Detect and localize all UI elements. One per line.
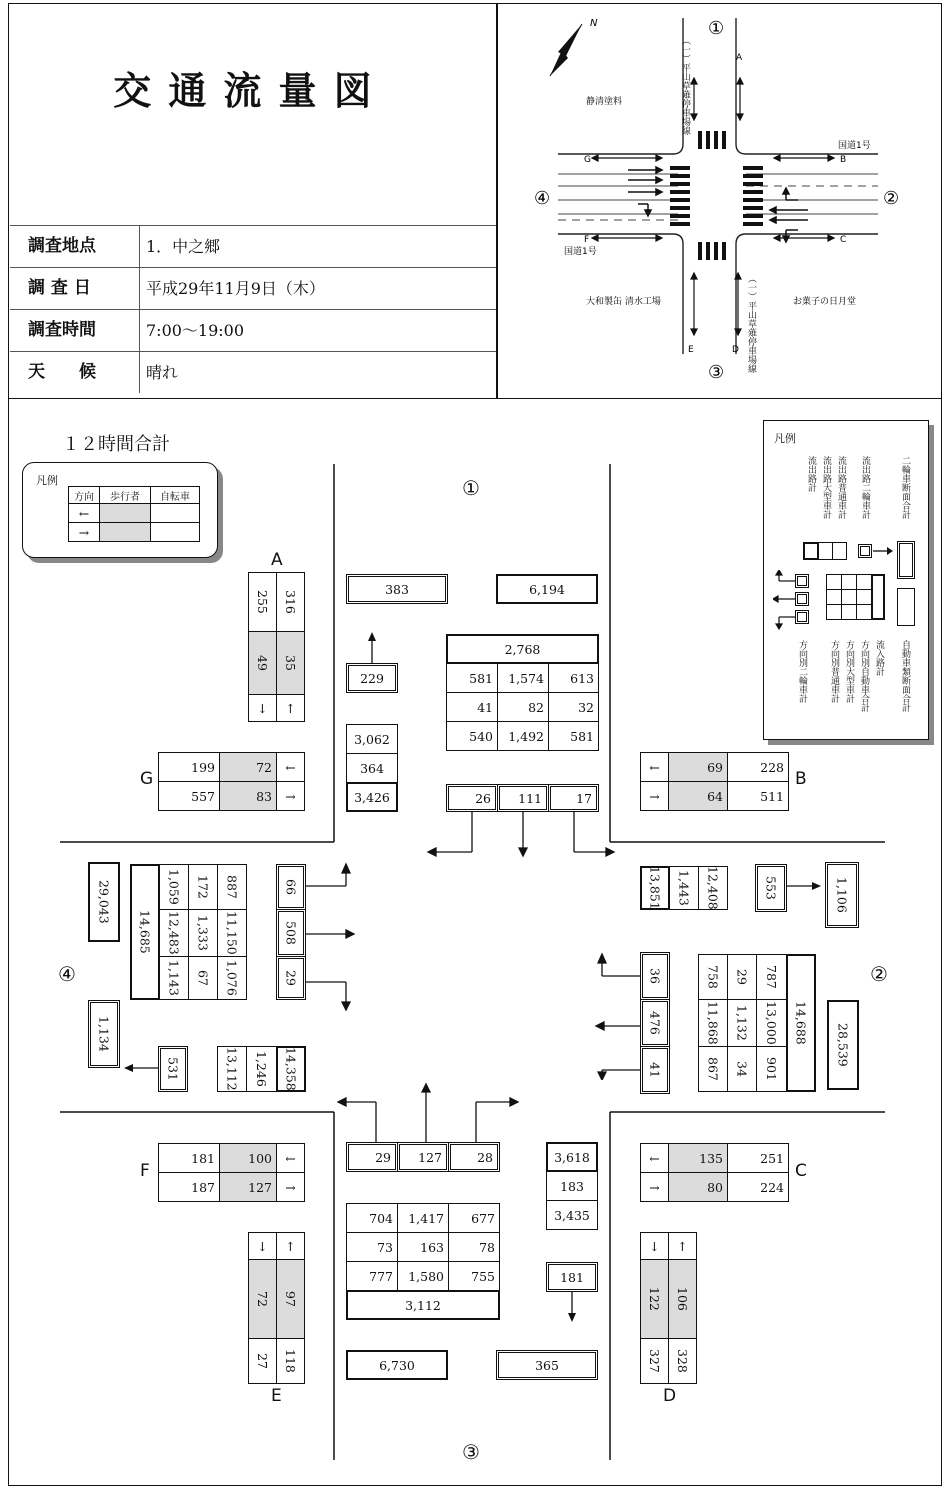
west-dir-total-1: 1,059: [159, 864, 189, 910]
west-out-moto: 531: [158, 1046, 188, 1092]
approach-1-marker: ①: [462, 476, 480, 500]
date-label: 調 査 日: [10, 268, 140, 309]
south-dir-moto-3: 28: [448, 1142, 500, 1172]
crosswalk-G-arrow-left: ←: [276, 752, 305, 782]
crosswalk-C-label: C: [795, 1161, 807, 1181]
north-out-total: 3,426: [346, 782, 398, 812]
east-dir-normal-2: 13,000: [756, 999, 787, 1047]
west-out-normal: 13,112: [217, 1046, 247, 1092]
legend-small-bike-cell-1: [150, 503, 200, 523]
map-road-ns-south: （一）平山草薙停車場線: [746, 274, 756, 373]
crosswalk-C-arrow-left: ←: [640, 1143, 669, 1173]
time-value: 7:00〜19:00: [146, 321, 245, 340]
map-ped-F: F: [584, 235, 590, 245]
crosswalk-C-arrow-right: →: [640, 1172, 669, 1202]
crosswalk-A-ped-up: 35: [276, 631, 305, 695]
east-out-normal: 12,408: [698, 866, 728, 910]
crosswalk-A-ped-down: 49: [248, 631, 277, 695]
south-dir-total-1: 704: [346, 1203, 398, 1233]
north-moto-cross: 383: [346, 574, 448, 604]
north-dir-moto-1: 26: [446, 784, 498, 812]
legend-small-col-ped: 歩行者: [99, 486, 151, 504]
east-moto-cross: 1,106: [825, 862, 859, 928]
map-shop-sw: 大和製缶 清水工場: [586, 297, 661, 307]
map-shop-se: お菓子の日月堂: [793, 297, 857, 307]
legend-label-dir-normal: 方向別普通車計: [829, 640, 839, 703]
legend-small-ped-cell-2: [99, 522, 151, 542]
crosswalk-E-ped-down: 72: [248, 1259, 277, 1339]
north-out-large: 364: [346, 753, 398, 783]
crosswalk-G-bike-left: 199: [158, 752, 220, 782]
crosswalk-C-ped-left: 135: [668, 1143, 728, 1173]
east-dir-total-2: 11,868: [698, 999, 728, 1047]
south-moto-cross: 365: [496, 1350, 598, 1380]
south-dir-large-3: 78: [448, 1232, 500, 1262]
crosswalk-E-ped-up: 97: [276, 1259, 305, 1339]
legend-small-col-dir: 方向: [68, 486, 100, 504]
west-dir-large-2: 1,333: [188, 909, 218, 957]
crosswalk-G-bike-right: 557: [158, 781, 220, 811]
west-dir-total-2: 12,483: [159, 909, 189, 957]
east-dir-total-3: 867: [698, 1046, 728, 1092]
legend-grid-c: [856, 574, 872, 590]
south-dir-total-3: 677: [448, 1203, 500, 1233]
legend-dir-arrows-icon: [773, 570, 795, 630]
crosswalk-A-label: A: [271, 550, 283, 570]
legend-small-bike-cell-2: [150, 522, 200, 542]
weather-label: 天 候: [10, 352, 140, 393]
west-out-large: 1,246: [246, 1046, 277, 1092]
crosswalk-E-bike-up: 118: [276, 1338, 305, 1384]
legend-swatch-out-moto: [858, 544, 872, 558]
east-out-moto: 553: [755, 864, 787, 912]
crosswalk-G-label: G: [140, 769, 154, 789]
west-dir-total-3: 1,143: [159, 956, 189, 1000]
legend-swatch-out-large: [818, 542, 833, 560]
north-dir-normal-3: 581: [548, 721, 599, 751]
legend-swatch-out-total: [803, 542, 819, 560]
crosswalk-D-arrow-down: ↓: [640, 1232, 669, 1260]
north-car-cross: 6,194: [496, 574, 598, 604]
south-dir-large-1: 73: [346, 1232, 398, 1262]
map-road-ew-west: 国道1号: [564, 247, 597, 257]
approach-3-marker: ③: [462, 1440, 480, 1464]
east-car-cross: 28,539: [827, 1000, 859, 1090]
map-road-ns-north: （一）平山草薙停車場線: [680, 36, 690, 135]
legend-label-moto-cross: 二輪車断面合計: [900, 456, 910, 519]
west-dir-moto-3: 29: [276, 956, 306, 1000]
crosswalk-D-ped-down: 122: [640, 1259, 669, 1339]
west-out-arrow-icon: [124, 1062, 158, 1074]
legend-arrow-icon: [873, 546, 893, 556]
west-moto-cross: 1,134: [88, 1000, 120, 1068]
crosswalk-F-ped-right: 127: [219, 1172, 277, 1202]
time-label: 調査時間: [10, 310, 140, 351]
west-dir-moto-2: 508: [276, 909, 306, 957]
west-dir-large-3: 67: [188, 956, 218, 1000]
map-approach-4: ④: [534, 188, 551, 209]
legend-grid-b: [841, 574, 857, 590]
south-dir-moto-2: 127: [397, 1142, 449, 1172]
crosswalk-E-bike-down: 27: [248, 1338, 277, 1384]
north-out-moto: 229: [346, 663, 398, 693]
east-dir-moto-2: 476: [640, 999, 670, 1047]
legend-label-out-total: 流出路計: [806, 456, 816, 492]
south-car-cross: 6,730: [346, 1350, 448, 1380]
legend-grid-a: [826, 574, 842, 590]
date-value: 平成29年11月9日（木）: [146, 279, 325, 298]
legend-grid-d: [826, 589, 842, 605]
crosswalk-B-label: B: [795, 769, 807, 789]
legend-swatch-dir-moto-3: [795, 610, 809, 624]
east-dir-arrows-icon: [594, 950, 642, 1080]
legend-label-out-large: 流出路大型車計: [821, 456, 831, 519]
crosswalk-E-label: E: [271, 1386, 282, 1406]
crosswalk-F-arrow-right: →: [276, 1172, 305, 1202]
crosswalk-C-ped-right: 80: [668, 1172, 728, 1202]
east-dir-large-1: 29: [727, 954, 757, 1000]
south-out-large: 183: [546, 1171, 598, 1201]
legend-small-arrow-right: →: [68, 522, 100, 542]
south-inflow-total: 3,112: [346, 1290, 500, 1320]
west-dir-normal-1: 887: [217, 864, 247, 910]
crosswalk-A-arrow-up: ↑: [276, 694, 305, 722]
south-dir-normal-1: 777: [346, 1261, 398, 1291]
legend-swatch-out-normal: [832, 542, 847, 560]
south-dir-moto-1: 29: [346, 1142, 398, 1172]
north-inflow-total: 2,768: [446, 634, 599, 664]
legend-grid-h: [841, 604, 857, 620]
north-dir-normal-2: 1,492: [497, 721, 549, 751]
location-value: 1．中之郷: [146, 237, 221, 256]
crosswalk-F-label: F: [140, 1161, 150, 1181]
east-out-large: 1,443: [669, 866, 699, 910]
north-out-arrow-icon: [366, 632, 378, 664]
west-dir-large-1: 172: [188, 864, 218, 910]
south-dir-normal-2: 1,580: [397, 1261, 449, 1291]
crosswalk-D-arrow-up: ↑: [668, 1232, 697, 1260]
legend-swatch-car-cross: [897, 588, 915, 626]
crosswalk-E-arrow-down: ↓: [248, 1232, 277, 1260]
crosswalk-B-arrow-left: ←: [640, 752, 669, 782]
weather-value: 晴れ: [146, 363, 179, 382]
map-road-ew-east: 国道1号: [838, 141, 871, 151]
map-ped-G: G: [584, 155, 591, 165]
east-dir-moto-3: 41: [640, 1046, 670, 1094]
main-subtitle: １２時間合計: [62, 434, 170, 455]
east-dir-total-1: 758: [698, 954, 728, 1000]
east-dir-large-3: 34: [727, 1046, 757, 1092]
crosswalk-B-arrow-right: →: [640, 781, 669, 811]
south-out-total: 3,618: [546, 1142, 598, 1172]
crosswalk-G-arrow-right: →: [276, 781, 305, 811]
south-dir-large-2: 163: [397, 1232, 449, 1262]
crosswalk-A-bike-up: 316: [276, 572, 305, 632]
legend-label-dir-moto: 方向別二輪車計: [797, 640, 807, 703]
east-dir-normal-3: 901: [756, 1046, 787, 1092]
crosswalk-F-bike-right: 187: [158, 1172, 220, 1202]
north-dir-moto-2: 111: [497, 784, 549, 812]
south-dir-arrows-icon: [330, 1082, 530, 1142]
crosswalk-G-ped-right: 83: [219, 781, 277, 811]
west-car-cross: 29,043: [88, 862, 120, 942]
legend-small-arrow-left: ←: [68, 503, 100, 523]
north-dir-normal-1: 540: [446, 721, 498, 751]
legend-label-inflow: 流入路計: [874, 640, 884, 676]
north-dir-total-1: 581: [446, 663, 498, 693]
east-out-arrow-icon: [787, 880, 821, 892]
south-out-moto: 181: [546, 1262, 598, 1292]
crosswalk-A-bike-down: 255: [248, 572, 277, 632]
east-dir-normal-1: 787: [756, 954, 787, 1000]
crosswalk-E-arrow-up: ↑: [276, 1232, 305, 1260]
south-dir-total-2: 1,417: [397, 1203, 449, 1233]
north-dir-arrows-icon: [420, 812, 620, 862]
map-ped-A: A: [736, 53, 743, 63]
south-out-arrow-icon: [566, 1292, 578, 1322]
west-dir-moto-1: 66: [276, 864, 306, 910]
legend-grid-inflow: [871, 574, 885, 620]
north-dir-large-2: 82: [497, 692, 549, 722]
east-inflow-total: 14,688: [786, 954, 816, 1092]
east-dir-moto-1: 36: [640, 952, 670, 1000]
north-out-normal: 3,062: [346, 724, 398, 754]
north-dir-total-2: 1,574: [497, 663, 549, 693]
legend-label-dir-large: 方向別大型車計: [844, 640, 854, 703]
legend-swatch-dir-moto-1: [795, 574, 809, 588]
legend-grid-i: [856, 604, 872, 620]
crosswalk-F-ped-left: 100: [219, 1143, 277, 1173]
crosswalk-B-bike-left: 228: [727, 752, 789, 782]
crosswalk-B-bike-right: 511: [727, 781, 789, 811]
west-out-total: 14,358: [276, 1046, 306, 1092]
north-dir-large-1: 41: [446, 692, 498, 722]
legend-label-out-moto: 流出路二輪車計: [860, 456, 870, 519]
map-approach-3: ③: [708, 362, 725, 383]
map-ped-B: B: [840, 155, 847, 165]
crosswalk-A-arrow-down: ↓: [248, 694, 277, 722]
page-title: 交通流量図: [113, 69, 389, 113]
east-out-total: 13,851: [640, 866, 670, 910]
east-dir-large-2: 1,132: [727, 999, 757, 1047]
map-approach-2: ②: [883, 188, 900, 209]
crosswalk-D-bike-up: 328: [668, 1338, 697, 1384]
legend-swatch-dir-moto-2: [795, 592, 809, 606]
north-dir-moto-3: 17: [548, 784, 599, 812]
map-shop-nw: 静清塗料: [586, 97, 623, 107]
crosswalk-C-bike-right: 224: [727, 1172, 789, 1202]
north-dir-total-3: 613: [548, 663, 599, 693]
map-north-label: N: [590, 18, 598, 29]
north-dir-large-3: 32: [548, 692, 599, 722]
approach-4-marker: ④: [58, 962, 76, 986]
legend-swatch-moto-cross: [897, 541, 915, 579]
west-dir-normal-2: 11,150: [217, 909, 247, 957]
legend-small-title: 凡例: [36, 474, 58, 487]
approach-2-marker: ②: [870, 962, 888, 986]
legend-large-title: 凡例: [774, 432, 796, 445]
map-ped-D: D: [732, 345, 739, 355]
map-approach-1: ①: [708, 18, 725, 39]
legend-label-out-normal: 流出路普通車計: [836, 456, 846, 519]
legend-small-ped-cell-1: [99, 503, 151, 523]
crosswalk-D-bike-down: 327: [640, 1338, 669, 1384]
crosswalk-D-ped-up: 106: [668, 1259, 697, 1339]
legend-grid-g: [826, 604, 842, 620]
west-inflow-total: 14,685: [130, 864, 160, 1000]
south-dir-normal-3: 755: [448, 1261, 500, 1291]
legend-grid-e: [841, 589, 857, 605]
crosswalk-F-bike-left: 181: [158, 1143, 220, 1173]
legend-small-col-bike: 自転車: [150, 486, 200, 504]
west-dir-normal-3: 1,076: [217, 956, 247, 1000]
legend-label-car-cross: 自動車類断面合計: [900, 640, 910, 712]
legend-grid-f: [856, 589, 872, 605]
crosswalk-C-bike-left: 251: [727, 1143, 789, 1173]
crosswalk-B-ped-left: 69: [668, 752, 728, 782]
crosswalk-B-ped-right: 64: [668, 781, 728, 811]
map-ped-E: E: [688, 345, 694, 355]
crosswalk-F-arrow-left: ←: [276, 1143, 305, 1173]
west-dir-arrows-icon: [306, 860, 358, 1014]
legend-label-dir-total: 方向別自動車合計: [859, 640, 869, 712]
map-ped-C: C: [840, 235, 847, 245]
crosswalk-G-ped-left: 72: [219, 752, 277, 782]
south-out-normal: 3,435: [546, 1200, 598, 1230]
location-label: 調査地点: [10, 226, 140, 267]
crosswalk-D-label: D: [663, 1386, 677, 1406]
